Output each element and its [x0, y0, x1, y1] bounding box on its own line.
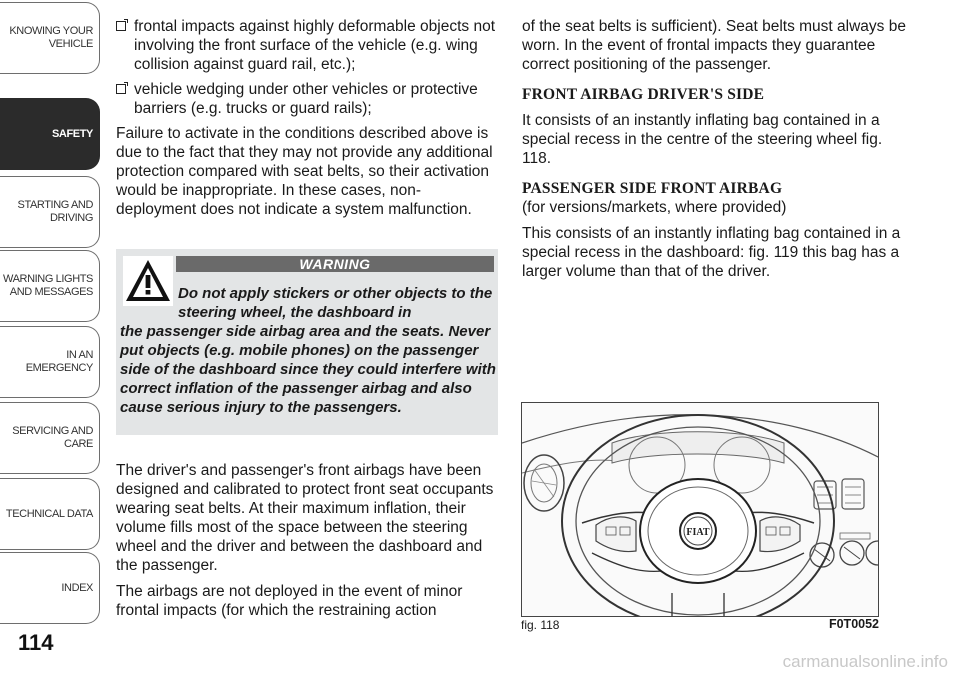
- checkbox-bullet-icon: [116, 84, 126, 94]
- tab-warning-lights[interactable]: [0, 250, 100, 322]
- bullet-text: frontal impacts against highly deformable objects not involving the front surface of the vehicle (e.g. wing collision against guard rail, etc.);: [134, 18, 496, 73]
- tab-label: STARTING AND: [17, 199, 93, 211]
- tab-label: TECHNICAL DATA: [5, 507, 93, 520]
- tab-knowing-your-vehicle[interactable]: [0, 2, 100, 74]
- tab-label: AND MESSAGES: [9, 286, 93, 298]
- tab-label: DRIVING: [49, 212, 93, 224]
- figure-code: F0T0052: [828, 617, 879, 631]
- section-subheading: (for versions/markets, where provided): [522, 199, 787, 216]
- list-item: [116, 80, 501, 118]
- tab-label: CARE: [64, 438, 93, 450]
- list-item: [116, 17, 501, 74]
- tab-label: SERVICING AND: [12, 425, 93, 437]
- paragraph: of the seat belts is sufficient). Seat belts must always be worn. In the event of frontal impacts they guarantee correct positioning of the passenger.: [522, 18, 906, 73]
- tab-label: IN AN EMERGENCY: [25, 349, 93, 374]
- section-heading: FRONT AIRBAG DRIVER'S SIDE: [522, 86, 765, 103]
- page-number: 114: [18, 630, 54, 655]
- fiat-logo-icon: FIAT: [686, 527, 710, 538]
- warning-text: [120, 284, 496, 417]
- tab-label: WARNING LIGHTS: [3, 273, 93, 285]
- paragraph: Failure to activate in the conditions described above is due to the fact that they may not provide any additional protection compared with seat belts, so their activation would be inappropriate. In these cases, non-deployment does not indicate a system malfunction.: [116, 125, 493, 218]
- tab-servicing-and-care[interactable]: [0, 402, 100, 474]
- checkbox-bullet-icon: [116, 21, 126, 31]
- warning-text-rest: the passenger side airbag area and the seats. Never put objects (e.g. mobile phones) on the passenger side of the dashboard since they could interfere with correct inflation of the passenger airbag and also cause serious injury to the passengers.: [120, 323, 496, 416]
- paragraph: The driver's and passenger's front airbags have been designed and calibrated to protect front seat occupants wearing seat belts. At their maximum inflation, their volume fills most of the space between the steering wheel and the driver and between the dashboard and the passenger.: [116, 462, 494, 574]
- paragraph: This consists of an instantly inflating bag contained in a special recess in the dashboard: fig. 119 this bag has a larger volume than that of the driver.: [522, 225, 901, 280]
- warning-title: WARNING: [176, 256, 494, 272]
- right-column: [522, 17, 907, 288]
- steering-wheel-illustration: [522, 403, 879, 617]
- tab-index[interactable]: [0, 552, 100, 624]
- warning-text-lead: Do not apply stickers or other objects to the steering wheel, the dashboard in: [178, 285, 493, 321]
- steering-wheel-figure: [521, 402, 879, 617]
- tab-starting-and-driving[interactable]: [0, 176, 100, 248]
- left-column-lower: [116, 461, 501, 627]
- tab-safety[interactable]: [0, 98, 100, 170]
- paragraph: The airbags are not deployed in the event of minor frontal impacts (for which the restraining action: [116, 583, 463, 619]
- section-heading: PASSENGER SIDE FRONT AIRBAG: [522, 180, 783, 197]
- left-column: [116, 17, 501, 226]
- chapter-sidebar: [0, 0, 100, 620]
- tab-label: VEHICLE: [48, 38, 93, 50]
- paragraph: It consists of an instantly inflating bag contained in a special recess in the centre of the steering wheel fig. 118.: [522, 112, 883, 167]
- warning-box: [116, 249, 498, 435]
- tab-label: KNOWING YOUR: [9, 25, 93, 37]
- tab-in-an-emergency[interactable]: [0, 326, 100, 398]
- tab-label: SAFETY: [52, 127, 93, 140]
- tab-label: INDEX: [61, 581, 93, 594]
- watermark: carmanualsonline.info: [782, 652, 948, 671]
- bullet-text: vehicle wedging under other vehicles or protective barriers (e.g. trucks or guard rails);: [134, 81, 478, 117]
- figure-label: fig. 118: [521, 618, 560, 632]
- tab-technical-data[interactable]: [0, 478, 100, 550]
